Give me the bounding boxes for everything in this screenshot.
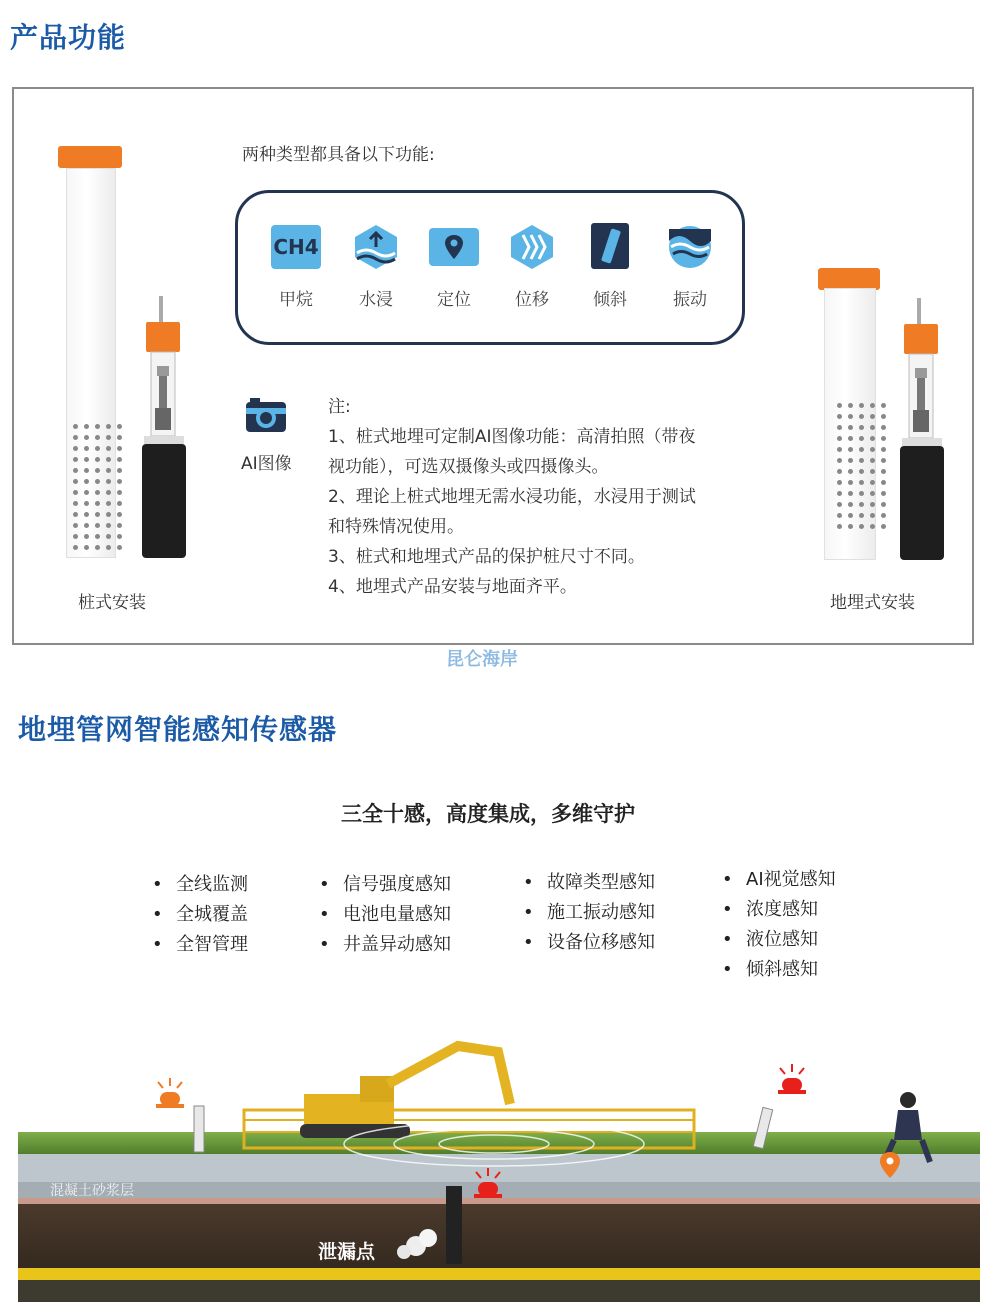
- list-item: • 浓度感知: [722, 895, 836, 925]
- feature-methane: [256, 223, 336, 310]
- notes-heading: 注:: [328, 397, 351, 417]
- list-item: • 信号强度感知: [319, 870, 451, 900]
- bullet-column-2: [319, 870, 451, 960]
- list-item: • 全城覆盖: [152, 900, 248, 930]
- list-item: • 电池电量感知: [319, 900, 451, 930]
- caption-pole-installation: 桩式安装: [78, 593, 146, 613]
- vibration-icon: [664, 223, 716, 271]
- section-title-product-functions: 产品功能: [10, 21, 127, 54]
- methane-icon: CH4: [270, 223, 322, 271]
- buried-cap: [818, 268, 880, 290]
- section-subtitle: 三全十感，高度集成，多维守护: [341, 802, 635, 826]
- note-line: 2、理论上桩式地埋无需水浸功能，水浸用于测试: [328, 487, 696, 507]
- list-item: • 设备位移感知: [523, 928, 655, 958]
- protective-pole-right: [824, 288, 876, 560]
- concrete-layer-label: 混凝土砂浆层: [50, 1183, 134, 1199]
- list-item: • 全智管理: [152, 930, 248, 960]
- feature-label: 倾斜: [593, 290, 627, 310]
- feature-vibration: [650, 223, 730, 310]
- feature-label: 振动: [673, 290, 707, 310]
- feature-label: 甲烷: [279, 290, 313, 310]
- watermark-logo: 昆仑海岸: [446, 649, 518, 670]
- note-line: 4、地埋式产品安装与地面齐平。: [328, 577, 577, 597]
- underground-scene-illustration: [18, 1040, 980, 1302]
- feature-tilt: [570, 223, 650, 310]
- sensor-unit-right: [894, 298, 950, 562]
- protective-pole-left: [66, 168, 116, 558]
- caption-buried-installation: 地埋式安装: [830, 593, 915, 613]
- note-line: 3、桩式和地埋式产品的保护桩尺寸不同。: [328, 547, 645, 567]
- sensor-unit-left: [136, 296, 192, 560]
- feature-displacement: [492, 223, 572, 310]
- bullet-column-3: [523, 868, 655, 958]
- list-item: • 故障类型感知: [523, 868, 655, 898]
- features-box: [235, 190, 745, 345]
- bullet-column-1: [152, 870, 248, 960]
- feature-water-immersion: [336, 223, 416, 310]
- displacement-icon: [506, 223, 558, 271]
- section-title-sensor: 地埋管网智能感知传感器: [18, 713, 338, 746]
- ai-image-label: AI图像: [241, 454, 292, 474]
- note-line: 和特殊情况使用。: [328, 517, 464, 537]
- tilt-icon: [584, 223, 636, 271]
- location-icon: [428, 223, 480, 271]
- pole-cap: [58, 146, 122, 170]
- feature-location: [414, 223, 494, 310]
- list-item: • 倾斜感知: [722, 955, 836, 985]
- list-item: • AI视觉感知: [722, 865, 836, 895]
- leak-point-label: 泄漏点: [318, 1241, 376, 1263]
- feature-label: 水浸: [359, 290, 393, 310]
- list-item: • 施工振动感知: [523, 898, 655, 928]
- feature-label: 定位: [437, 290, 471, 310]
- list-item: • 井盖异动感知: [319, 930, 451, 960]
- feature-label: 位移: [515, 290, 549, 310]
- note-line: 1、桩式地埋可定制AI图像功能：高清拍照（带夜: [328, 427, 696, 447]
- list-item: • 液位感知: [722, 925, 836, 955]
- water-immersion-icon: [350, 223, 402, 271]
- camera-icon: [244, 396, 288, 434]
- features-intro: 两种类型都具备以下功能:: [242, 145, 435, 165]
- notes-block: [328, 392, 748, 602]
- bullet-column-4: [722, 865, 836, 985]
- note-line: 视功能），可选双摄像头或四摄像头。: [328, 457, 609, 477]
- list-item: • 全线监测: [152, 870, 248, 900]
